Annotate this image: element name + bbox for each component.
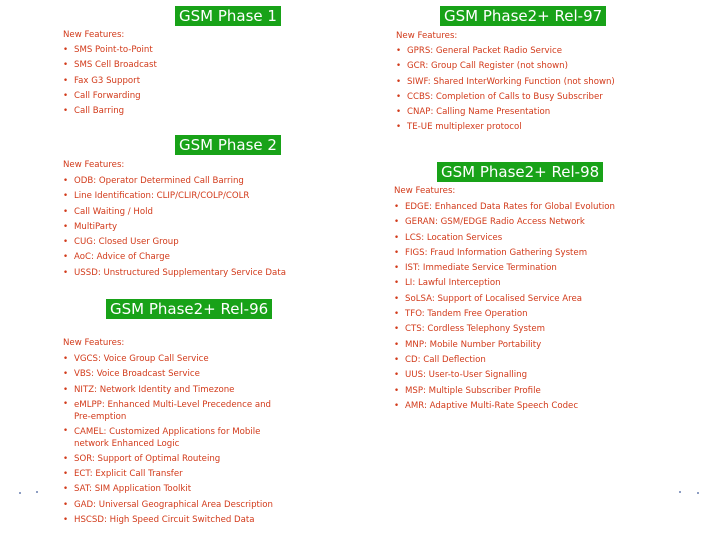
feature-list <box>396 44 615 136</box>
list-item: • TFO: Tandem Free Operation <box>394 307 615 322</box>
list-item: • Call Forwarding <box>63 89 157 104</box>
section-title: GSM Phase2+ Rel-96 <box>106 299 272 319</box>
feature-list <box>63 352 288 528</box>
section-title: GSM Phase 2 <box>175 135 281 155</box>
list-item: • SMS Point-to-Point <box>63 43 157 58</box>
list-item: • TE-UE multiplexer protocol <box>396 120 615 135</box>
list-item: • SOR: Support of Optimal Routeing <box>63 452 288 467</box>
list-item: • SIWF: Shared InterWorking Function (not shown) <box>396 75 615 90</box>
list-item: • LI: Lawful Interception <box>394 276 615 291</box>
list-item: • VBS: Voice Broadcast Service <box>63 367 288 382</box>
list-item: • CAMEL: Customized Applications for Mobile network Enhanced Logic <box>63 425 288 452</box>
list-item: • Call Waiting / Hold <box>63 205 286 220</box>
list-item: • USSD: Unstructured Supplementary Service Data <box>63 266 286 281</box>
list-item: • HSCSD: High Speed Circuit Switched Data <box>63 513 288 528</box>
list-item: • SoLSA: Support of Localised Service Area <box>394 292 615 307</box>
list-item: • MSP: Multiple Subscriber Profile <box>394 384 615 399</box>
decorative-dot <box>679 491 681 493</box>
list-item: • CUG: Closed User Group <box>63 235 286 250</box>
list-item: • MNP: Mobile Number Portability <box>394 338 615 353</box>
list-item: • MultiParty <box>63 220 286 235</box>
list-item: • GAD: Universal Geographical Area Description <box>63 498 288 513</box>
list-item: • NITZ: Network Identity and Timezone <box>63 383 288 398</box>
list-item: • IST: Immediate Service Termination <box>394 261 615 276</box>
feature-list <box>63 43 157 119</box>
list-item: • ODB: Operator Determined Call Barring <box>63 174 286 189</box>
decorative-dot <box>19 492 21 494</box>
list-item: • Call Barring <box>63 104 157 119</box>
list-item: • Line Identification: CLIP/CLIR/COLP/COLR <box>63 189 286 204</box>
list-item: • eMLPP: Enhanced Multi-Level Precedence and Pre-emption <box>63 398 288 425</box>
list-item: • AoC: Advice of Charge <box>63 250 286 265</box>
list-item: • Fax G3 Support <box>63 74 157 89</box>
section-heading: New Features: <box>396 31 458 41</box>
section-heading: New Features: <box>63 338 125 348</box>
section-title: GSM Phase2+ Rel-97 <box>440 6 606 26</box>
list-item: • CNAP: Calling Name Presentation <box>396 105 615 120</box>
list-item: • UUS: User-to-User Signalling <box>394 368 615 383</box>
list-item: • SMS Cell Broadcast <box>63 58 157 73</box>
section-title: GSM Phase2+ Rel-98 <box>437 162 603 182</box>
list-item: • ECT: Explicit Call Transfer <box>63 467 288 482</box>
feature-list <box>394 200 615 414</box>
section-heading: New Features: <box>394 186 456 196</box>
list-item: • VGCS: Voice Group Call Service <box>63 352 288 367</box>
list-item: • LCS: Location Services <box>394 231 615 246</box>
section-heading: New Features: <box>63 160 125 170</box>
list-item: • GPRS: General Packet Radio Service <box>396 44 615 59</box>
section-heading: New Features: <box>63 30 125 40</box>
section-title: GSM Phase 1 <box>175 6 281 26</box>
list-item: • GCR: Group Call Register (not shown) <box>396 59 615 74</box>
list-item: • EDGE: Enhanced Data Rates for Global Evolution <box>394 200 615 215</box>
list-item: • GERAN: GSM/EDGE Radio Access Network <box>394 215 615 230</box>
list-item: • SAT: SIM Application Toolkit <box>63 482 288 497</box>
list-item: • CD: Call Deflection <box>394 353 615 368</box>
decorative-dot <box>36 491 38 493</box>
list-item: • CTS: Cordless Telephony System <box>394 322 615 337</box>
list-item: • FIGS: Fraud Information Gathering System <box>394 246 615 261</box>
decorative-dot <box>697 492 699 494</box>
list-item: • CCBS: Completion of Calls to Busy Subscriber <box>396 90 615 105</box>
feature-list <box>63 174 286 281</box>
list-item: • AMR: Adaptive Multi-Rate Speech Codec <box>394 399 615 414</box>
